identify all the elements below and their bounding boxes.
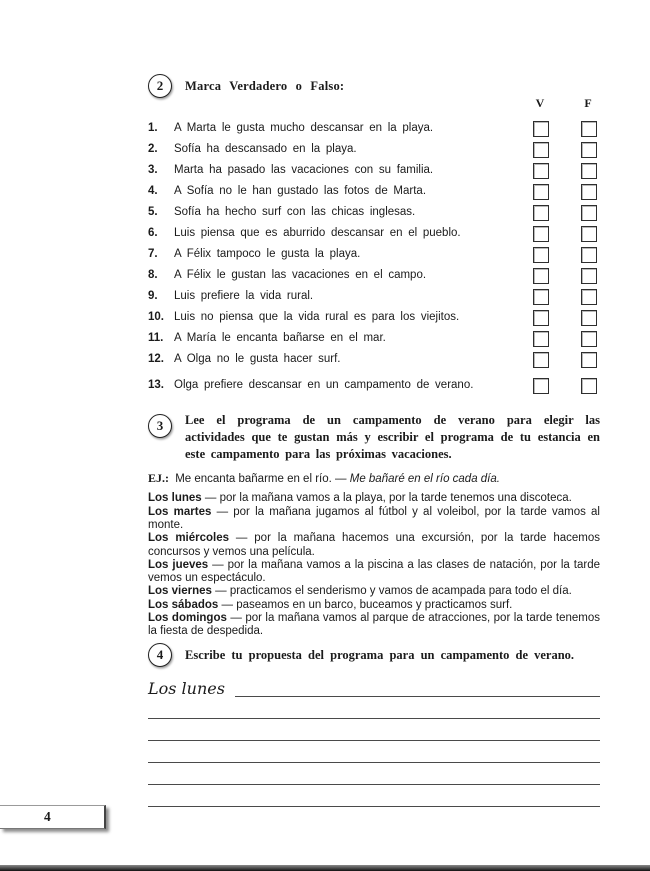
program-day-label: Los miércoles [148, 532, 230, 545]
statement-row [148, 161, 600, 182]
statement-number: 9. [148, 290, 158, 302]
checkbox-verdadero[interactable] [533, 205, 549, 221]
program-day [148, 532, 600, 559]
statement-text: Luis no piensa que la vida rural es para los viejitos. [174, 311, 460, 323]
program-day-label: Los martes [148, 505, 212, 518]
statement-number: 6. [148, 227, 158, 239]
checkbox-falso[interactable] [581, 163, 597, 179]
program-day-text: — por la mañana vamos a la piscina a las clases de natación, por la tarde vemos un espectáculo. [148, 558, 600, 585]
true-false-list [148, 119, 600, 397]
statement-row [148, 308, 600, 329]
checkbox-falso[interactable] [581, 352, 597, 368]
exercise-2-title: Marca Verdadero o Falso: [185, 78, 345, 93]
checkbox-falso[interactable] [581, 268, 597, 284]
checkbox-verdadero[interactable] [533, 226, 549, 242]
statement-row [148, 245, 600, 266]
statement-text: A Félix tampoco le gusta la playa. [174, 248, 361, 260]
checkbox-falso[interactable] [581, 310, 597, 326]
program-day-text: — por la mañana jugamos al fútbol y al voleibol, por la tarde vamos al monte. [148, 505, 600, 531]
checkbox-falso[interactable] [581, 226, 597, 242]
answer-line[interactable] [148, 741, 600, 763]
checkbox-falso[interactable] [581, 331, 597, 347]
checkbox-falso[interactable] [581, 289, 597, 305]
page-number: 4 [44, 809, 51, 824]
checkbox-falso[interactable] [581, 184, 597, 200]
checkbox-verdadero[interactable] [533, 163, 549, 179]
column-header-verdadero: V [535, 96, 545, 110]
program-day-text: — practicamos el senderismo y vamos de acampada para todo el día. [215, 585, 572, 598]
statement-number: 7. [148, 248, 158, 260]
answer-lines [148, 697, 600, 807]
statement-text: Olga prefiere descansar en un campamento de verano. [174, 379, 474, 391]
statement-row [148, 376, 600, 397]
checkbox-falso[interactable] [581, 142, 597, 158]
exercise-3 [148, 412, 600, 639]
program-day [148, 585, 600, 598]
statement-row [148, 182, 600, 203]
statement-text: Sofía ha hecho surf con las chicas inglesas. [174, 206, 416, 218]
checkbox-verdadero[interactable] [533, 268, 549, 284]
exercise-4-title: Escribe tu propuesta del programa para un campamento de verano. [185, 647, 575, 662]
example-answer: Me bañaré en el río cada día. [349, 473, 500, 486]
statement-row [148, 224, 600, 245]
checkbox-verdadero[interactable] [533, 184, 549, 200]
statement-row [148, 350, 600, 371]
statement-text: Luis piensa que es aburrido descansar en el pueblo. [174, 227, 461, 239]
program-day [148, 599, 600, 612]
exercise-4-number-badge: 4 [148, 643, 172, 667]
handwritten-text: Los lunes [148, 679, 225, 698]
answer-line[interactable] [148, 697, 600, 719]
checkbox-falso[interactable] [581, 121, 597, 137]
handwritten-answer-row [148, 677, 600, 697]
program-day-label: Los jueves [148, 558, 209, 571]
exercise-2-number-badge: 2 [148, 74, 172, 98]
statement-text: Sofía ha descansado en la playa. [174, 143, 357, 155]
program-day-label: Los sábados [148, 598, 219, 611]
statement-number: 3. [148, 164, 158, 176]
statement-number: 12. [148, 353, 164, 365]
statement-text: A Marta le gusta mucho descansar en la playa. [174, 122, 434, 134]
program-day-text: — por la mañana vamos a la playa, por la tarde tenemos una discoteca. [204, 492, 572, 505]
statement-text: A Félix le gustan las vacaciones en el campo. [174, 269, 427, 281]
checkbox-verdadero[interactable] [533, 378, 549, 394]
page-number-tab [0, 805, 106, 829]
exercise-3-title: Lee el programa de un campamento de verano para elegir las actividades que te gustan más y escribir el programa de tu estancia en este campamento para las próximas vacaciones. [185, 413, 600, 461]
statement-number: 13. [148, 379, 164, 391]
statement-number: 10. [148, 311, 164, 323]
program-day [148, 492, 600, 505]
statement-text: A María le encanta bañarse en el mar. [174, 332, 386, 344]
checkbox-verdadero[interactable] [533, 142, 549, 158]
checkbox-verdadero[interactable] [533, 121, 549, 137]
example-label: EJ.: [148, 471, 169, 486]
program-day-text: — por la mañana hacemos una excursión, por la tarde hacemos concursos y vemos una película. [148, 532, 600, 558]
statement-text: Marta ha pasado las vacaciones con su familia. [174, 164, 434, 176]
answer-line[interactable] [148, 785, 600, 807]
page-bottom-edge [0, 865, 650, 871]
checkbox-verdadero[interactable] [533, 331, 549, 347]
exercise-4-header [148, 643, 600, 667]
statement-row [148, 119, 600, 140]
checkbox-verdadero[interactable] [533, 289, 549, 305]
vf-column-headers [0, 96, 650, 110]
checkbox-verdadero[interactable] [533, 352, 549, 368]
answer-line[interactable] [148, 719, 600, 741]
program-day-text: — paseamos en un barco, buceamos y practicamos surf. [221, 598, 513, 611]
camp-program-list [148, 492, 600, 638]
program-day-label: Los lunes [148, 492, 202, 505]
statement-text: A Olga no le gusta hacer surf. [174, 353, 341, 365]
example-prompt: Me encanta bañarme en el río. — [175, 473, 347, 486]
column-header-falso: F [584, 96, 592, 110]
answer-line[interactable] [148, 763, 600, 785]
checkbox-falso[interactable] [581, 205, 597, 221]
statement-number: 4. [148, 185, 158, 197]
statement-text: Luis prefiere la vida rural. [174, 290, 314, 302]
program-day [148, 612, 600, 639]
exercise-3-header [148, 412, 600, 462]
statement-row [148, 329, 600, 350]
exercise-3-number-badge: 3 [148, 414, 172, 438]
statement-text: A Sofía no le han gustado las fotos de Marta. [174, 185, 427, 197]
checkbox-falso[interactable] [581, 378, 597, 394]
statement-number: 1. [148, 122, 158, 134]
statement-row [148, 287, 600, 308]
exercise-4 [148, 643, 600, 807]
checkbox-falso[interactable] [581, 247, 597, 263]
checkbox-verdadero[interactable] [533, 310, 549, 326]
program-day-label: Los domingos [148, 612, 227, 625]
program-day [148, 559, 600, 586]
program-day-label: Los viernes [148, 585, 212, 598]
program-day-text: — por la mañana vamos al parque de atracciones, por la tarde tenemos la fiesta de despedida. [148, 612, 600, 638]
program-day [148, 506, 600, 533]
example-sentence [148, 471, 600, 486]
statement-number: 5. [148, 206, 158, 218]
answer-line[interactable] [235, 676, 600, 697]
exercise-2-header [148, 74, 344, 98]
statement-number: 11. [148, 332, 164, 344]
statement-row [148, 203, 600, 224]
checkbox-verdadero[interactable] [533, 247, 549, 263]
statement-number: 2. [148, 143, 158, 155]
statement-number: 8. [148, 269, 158, 281]
statement-row [148, 266, 600, 287]
statement-row [148, 140, 600, 161]
